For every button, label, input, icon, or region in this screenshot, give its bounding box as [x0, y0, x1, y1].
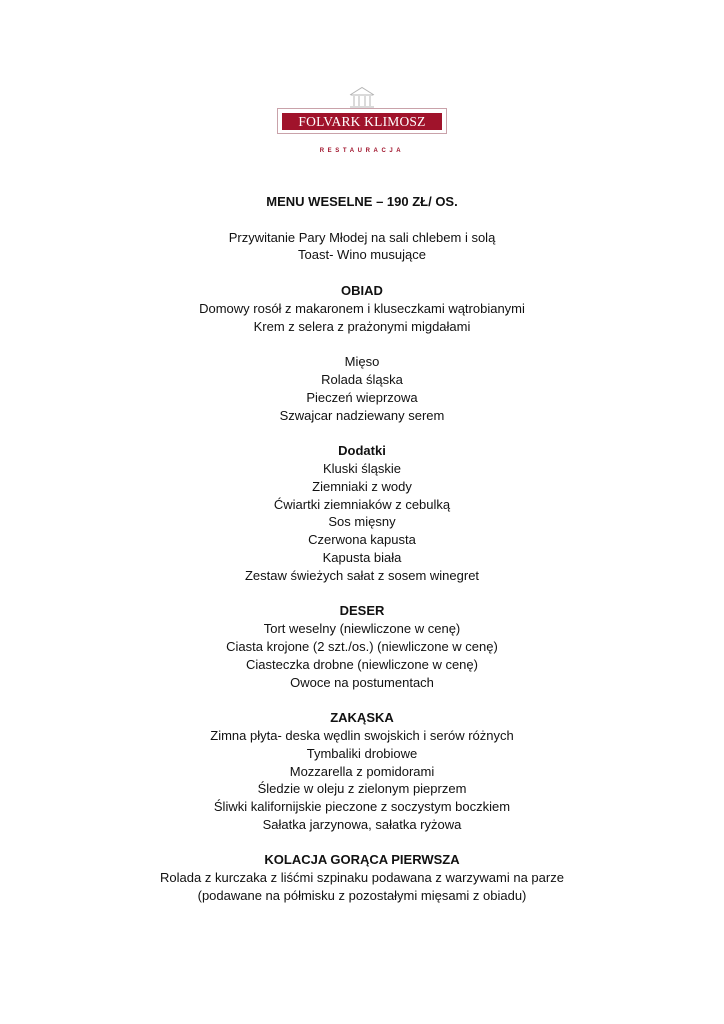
section-heading-kolacja: KOLACJA GORĄCA PIERWSZA — [264, 852, 460, 868]
menu-title: MENU WESELNE – 190 ZŁ/ OS. — [266, 194, 458, 209]
menu-item: Ziemniaki z wody — [312, 478, 412, 494]
menu-item: Tymbaliki drobiowe — [306, 745, 418, 761]
menu-item: Krem z selera z prażonymi migdałami — [253, 318, 471, 334]
menu-item: Sałatka jarzynowa, sałatka ryżowa — [262, 816, 462, 832]
menu-item: Śledzie w oleju z zielonym pieprzem — [257, 781, 467, 797]
section-heading-deser: DESER — [339, 603, 385, 619]
menu-item: Ciasteczka drobne (niewliczone w cenę) — [246, 656, 478, 672]
menu-item: Zestaw świeżych sałat z sosem winegret — [244, 567, 480, 583]
section-heading-obiad: OBIAD — [341, 282, 383, 298]
manor-house-icon — [348, 86, 376, 108]
subsection-heading-mieso: Mięso — [344, 354, 380, 370]
menu-item: Sos mięsny — [328, 514, 396, 530]
menu-item: Czerwona kapusta — [308, 532, 416, 548]
menu-item: Szwajcar nadziewany serem — [279, 407, 445, 423]
menu-item: Przywitanie Pary Młodej na sali chlebem i solą — [228, 229, 496, 245]
section-heading-dodatki: Dodatki — [338, 443, 386, 459]
menu-item: Tort weselny (niewliczone w cenę) — [263, 621, 461, 637]
menu-item: (podawane na półmisku z pozostałymi mięsami z obiadu) — [197, 888, 527, 904]
menu-item: Rolada z kurczaka z liśćmi szpinaku podawana z warzywami na parze — [160, 870, 564, 886]
menu-item: Rolada śląska — [321, 371, 403, 387]
logo-frame — [277, 108, 447, 134]
menu-item: Ćwiartki ziemniaków z cebulką — [273, 496, 451, 512]
menu-item: Zimna płyta- deska wędlin swojskich i serów różnych — [210, 727, 514, 743]
menu-item: Owoce na postumentach — [290, 674, 434, 690]
menu-item: Pieczeń wieprzowa — [306, 389, 418, 405]
restaurant-logo — [277, 86, 447, 162]
menu-item: Kapusta biała — [322, 549, 402, 565]
menu-item: Domowy rosół z makaronem i kluseczkami wątrobianymi — [199, 300, 525, 316]
menu-item: Toast- Wino musujące — [298, 247, 426, 263]
menu-item: Ciasta krojone (2 szt./os.) (niewliczone w cenę) — [226, 638, 498, 654]
menu-item: Mozzarella z pomidorami — [289, 763, 435, 779]
section-heading-zakaska: ZAKĄSKA — [330, 710, 394, 726]
logo-subtitle: RESTAURACJA — [319, 148, 405, 154]
wedding-menu — [0, 193, 724, 905]
menu-item: Śliwki kalifornijskie pieczone z soczystym boczkiem — [213, 799, 511, 815]
menu-item: Kluski śląskie — [322, 460, 402, 476]
logo-wordmark: FOLVARK KLIMOSZ — [282, 113, 442, 130]
